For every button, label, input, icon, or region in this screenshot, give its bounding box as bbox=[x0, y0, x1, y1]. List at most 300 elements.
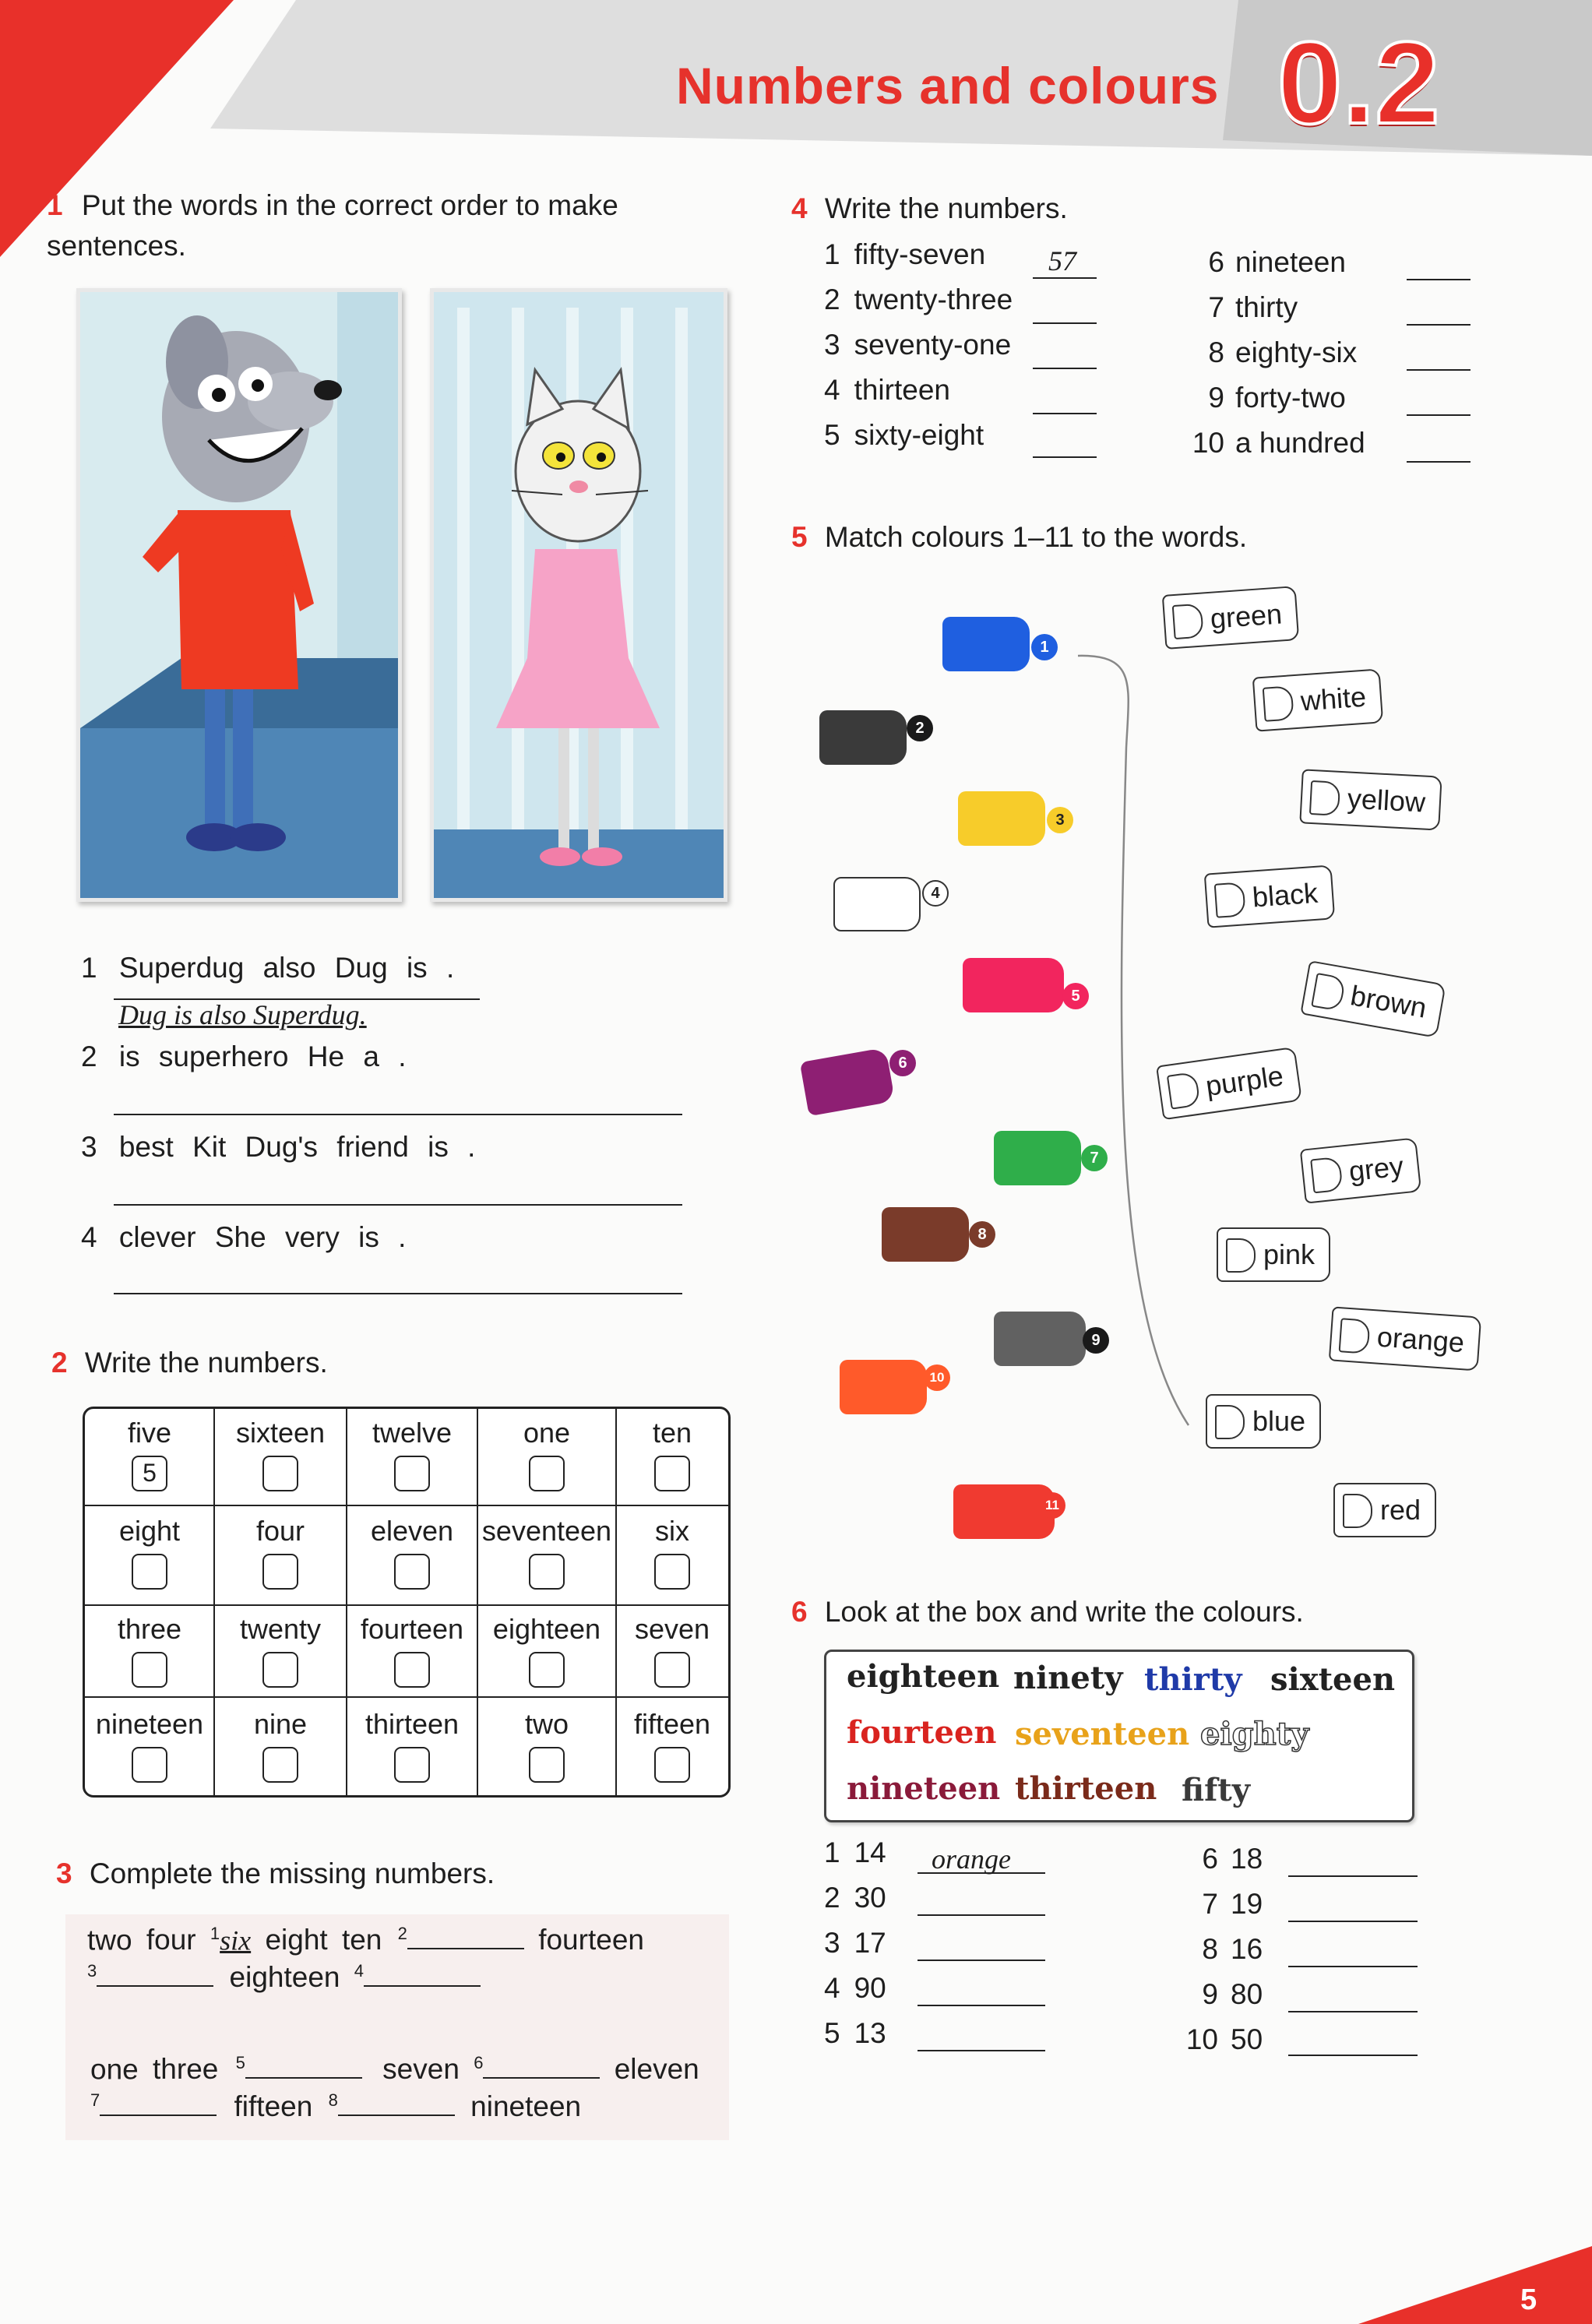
box-word: eighteen bbox=[847, 1658, 1000, 1695]
word-label: yellow bbox=[1346, 782, 1427, 819]
cat-illustration bbox=[430, 288, 727, 902]
ex4-answer-line[interactable] bbox=[1407, 369, 1470, 371]
ex1-answer-line-3[interactable] bbox=[114, 1204, 682, 1206]
word: Kit bbox=[192, 1131, 227, 1163]
grid-cell bbox=[616, 1708, 728, 1790]
item-number: 9 bbox=[1208, 382, 1224, 414]
number-word: fifteen bbox=[234, 2090, 313, 2123]
item-number: 10 bbox=[1192, 427, 1224, 459]
answer-box[interactable] bbox=[654, 1652, 690, 1688]
tab-hook-icon bbox=[1226, 1238, 1256, 1273]
ex4-right-item bbox=[1195, 336, 1357, 369]
item-value: 16 bbox=[1231, 1933, 1263, 1965]
ex4-instruction: Write the numbers. bbox=[824, 192, 1068, 224]
ex6-left-item bbox=[824, 1882, 886, 1914]
item-word: fifty-seven bbox=[854, 238, 986, 270]
ex1-answer-line-2[interactable] bbox=[114, 1114, 682, 1115]
tab-hook-icon bbox=[1263, 685, 1294, 722]
cell-word: nine bbox=[253, 1708, 308, 1740]
item-number: 10 bbox=[1185, 2023, 1218, 2055]
colour-word-blue[interactable] bbox=[1206, 1394, 1321, 1449]
swatch-number: 4 bbox=[922, 880, 949, 907]
ex6-left-item bbox=[824, 1972, 886, 2005]
word-label: brown bbox=[1347, 979, 1429, 1024]
gap-number: 3 bbox=[87, 1961, 97, 1981]
ex3-number: 3 bbox=[56, 1857, 72, 1889]
ex4-left-item bbox=[824, 374, 950, 407]
word: Dug bbox=[334, 952, 388, 984]
ex5-heading bbox=[791, 517, 1247, 558]
gap-number: 4 bbox=[354, 1961, 365, 1981]
item-word: sixty-eight bbox=[854, 419, 984, 451]
grid-cell bbox=[214, 1515, 347, 1597]
swatch-number: 11 bbox=[1039, 1492, 1065, 1519]
word: a bbox=[363, 1041, 379, 1072]
box-word: thirteen bbox=[1015, 1770, 1157, 1807]
word: is bbox=[358, 1221, 379, 1253]
grid-cell bbox=[347, 1613, 477, 1695]
swatch-number: 10 bbox=[924, 1364, 950, 1391]
gap-number: 6 bbox=[474, 2053, 484, 2072]
colour-word-brown[interactable] bbox=[1300, 960, 1446, 1038]
tab-hook-icon bbox=[1309, 780, 1340, 816]
word-label: orange bbox=[1375, 1320, 1466, 1359]
ex6-answer-line[interactable] bbox=[1288, 2055, 1418, 2056]
ex6-number: 6 bbox=[791, 1596, 808, 1628]
number-word: fourteen bbox=[538, 1924, 644, 1956]
page-title: Numbers and colours bbox=[676, 57, 1220, 114]
gap-line[interactable] bbox=[338, 2114, 455, 2116]
swatch-number: 8 bbox=[969, 1221, 995, 1248]
item-number: 2 bbox=[824, 1882, 840, 1914]
ex6-right-item bbox=[1179, 1933, 1263, 1966]
grid-cell bbox=[85, 1417, 214, 1491]
item-value: 14 bbox=[854, 1836, 886, 1868]
ex4-left-item bbox=[824, 238, 985, 271]
ex6-heading bbox=[791, 1592, 1304, 1632]
ex3-instruction: Complete the missing numbers. bbox=[89, 1857, 495, 1889]
ex6-answer-1: orange bbox=[932, 1843, 1011, 1875]
grid-cell bbox=[347, 1417, 477, 1498]
swatch-number: 6 bbox=[889, 1050, 916, 1076]
answer-box[interactable] bbox=[132, 1652, 167, 1688]
tab-hook-icon bbox=[1172, 604, 1204, 640]
answer-box[interactable] bbox=[262, 1652, 298, 1688]
item-value: 17 bbox=[854, 1927, 886, 1959]
cell-word: four bbox=[255, 1515, 305, 1547]
number-word: seven bbox=[382, 2053, 460, 2086]
grid-cell bbox=[477, 1417, 616, 1498]
word-label: black bbox=[1251, 876, 1319, 914]
cell-word: eighteen bbox=[492, 1613, 601, 1645]
ex4-answer-line[interactable] bbox=[1407, 414, 1470, 416]
cell-word: five bbox=[127, 1417, 172, 1449]
footer-red-corner bbox=[1358, 2246, 1592, 2324]
answer-box[interactable] bbox=[654, 1554, 690, 1590]
number-word: nineteen bbox=[470, 2090, 582, 2123]
word-label: white bbox=[1299, 680, 1368, 717]
colour-swatch-2[interactable] bbox=[819, 710, 907, 765]
grid-cell bbox=[347, 1515, 477, 1597]
ex3-answer-1: six bbox=[220, 1924, 252, 1956]
grid-cell bbox=[616, 1613, 728, 1695]
colour-word-pink[interactable] bbox=[1217, 1227, 1330, 1282]
item-word: forty-two bbox=[1235, 382, 1346, 414]
cell-word: thirteen bbox=[365, 1708, 460, 1740]
ex6-right-item bbox=[1162, 2023, 1263, 2056]
ex2-number-grid bbox=[83, 1407, 731, 1798]
ex5-instruction: Match colours 1–11 to the words. bbox=[824, 521, 1248, 553]
word: . bbox=[398, 1221, 407, 1253]
grid-cell bbox=[214, 1417, 347, 1498]
number-word: four bbox=[146, 1924, 196, 1956]
gap-number: 1 bbox=[210, 1924, 220, 1943]
cell-word: seven bbox=[634, 1613, 710, 1645]
colour-word-black[interactable] bbox=[1204, 864, 1336, 928]
grid-cell bbox=[477, 1515, 616, 1597]
cell-word: one bbox=[523, 1417, 571, 1449]
ex6-answer-line[interactable] bbox=[1288, 2011, 1418, 2012]
cell-word: twenty bbox=[239, 1613, 322, 1645]
ex6-answer-line[interactable] bbox=[1288, 1921, 1418, 1922]
ex6-left-item bbox=[824, 1927, 886, 1960]
ex4-answer-line[interactable] bbox=[1033, 368, 1097, 369]
grid-cell bbox=[347, 1708, 477, 1790]
colour-word-yellow[interactable] bbox=[1299, 769, 1442, 830]
ex6-right-item bbox=[1179, 1978, 1263, 2011]
box-word: thirty bbox=[1144, 1661, 1242, 1698]
colour-swatch-9[interactable] bbox=[994, 1312, 1086, 1366]
ex1-item-2 bbox=[81, 1041, 407, 1073]
ex4-answer-line[interactable] bbox=[1033, 322, 1097, 324]
colour-word-red[interactable] bbox=[1333, 1483, 1436, 1537]
cell-word: ten bbox=[652, 1417, 692, 1449]
cell-word: fifteen bbox=[633, 1708, 711, 1740]
grid-cell bbox=[85, 1708, 214, 1790]
answer-box[interactable] bbox=[132, 1554, 167, 1590]
ex4-number: 4 bbox=[791, 192, 808, 224]
gap-line[interactable] bbox=[100, 2114, 217, 2116]
ex4-answer-line[interactable] bbox=[1033, 413, 1097, 414]
gap-number: 8 bbox=[328, 2090, 338, 2110]
ex4-left-item bbox=[824, 283, 1013, 316]
item-number: 6 bbox=[1202, 1843, 1218, 1875]
ex1-instruction: Put the words in the correct order to make sentences. bbox=[47, 189, 618, 262]
ex2-number: 2 bbox=[51, 1347, 68, 1379]
item-number: 1 bbox=[81, 952, 97, 984]
colour-swatch-11[interactable] bbox=[953, 1484, 1055, 1539]
ex4-answer-line[interactable] bbox=[1407, 279, 1470, 280]
box-word: fourteen bbox=[847, 1714, 997, 1751]
gap-number: 2 bbox=[397, 1924, 407, 1943]
colour-word-grey[interactable] bbox=[1300, 1137, 1422, 1203]
word: She bbox=[214, 1221, 266, 1253]
grid-cell bbox=[85, 1613, 214, 1695]
swatch-number: 2 bbox=[907, 715, 933, 741]
ex1-number: 1 bbox=[47, 189, 63, 221]
item-number: 1 bbox=[824, 238, 840, 270]
word: superhero bbox=[158, 1041, 289, 1072]
box-word: nineteen bbox=[847, 1770, 1001, 1807]
answer-box[interactable] bbox=[529, 1554, 565, 1590]
ex1-answer-line-4[interactable] bbox=[114, 1293, 682, 1294]
page-number: 5 bbox=[1520, 2284, 1537, 2316]
ex6-answer-line[interactable] bbox=[1288, 1875, 1418, 1877]
ex4-answer-line[interactable] bbox=[1407, 324, 1470, 326]
grid-cell bbox=[85, 1515, 214, 1597]
item-number: 1 bbox=[824, 1836, 840, 1868]
word-label: green bbox=[1209, 597, 1284, 635]
item-word: twenty-three bbox=[854, 283, 1013, 315]
ex1-heading bbox=[47, 185, 732, 266]
swatch-number: 1 bbox=[1031, 634, 1058, 660]
ex4-left-item bbox=[824, 419, 984, 452]
box-word: eighty bbox=[1200, 1716, 1309, 1752]
item-value: 30 bbox=[854, 1882, 886, 1914]
gap-line[interactable] bbox=[364, 1985, 481, 1987]
grid-cell bbox=[214, 1708, 347, 1790]
tab-hook-icon bbox=[1311, 973, 1346, 1012]
word: . bbox=[467, 1131, 476, 1163]
word: is bbox=[428, 1131, 449, 1163]
item-number: 2 bbox=[81, 1041, 97, 1072]
word: Dug's bbox=[245, 1131, 318, 1163]
word: is bbox=[118, 1041, 140, 1072]
word: also bbox=[262, 952, 316, 984]
ex3-row-2 bbox=[87, 1961, 481, 1994]
gap-number: 5 bbox=[235, 2053, 245, 2072]
item-number: 4 bbox=[824, 1972, 840, 2004]
colour-word-orange[interactable] bbox=[1329, 1306, 1482, 1371]
tab-hook-icon bbox=[1343, 1494, 1372, 1528]
cell-word: nineteen bbox=[95, 1708, 204, 1740]
item-number: 4 bbox=[824, 374, 840, 406]
item-value: 80 bbox=[1231, 1978, 1263, 2010]
cell-word: twelve bbox=[372, 1417, 453, 1449]
ex6-answer-line[interactable] bbox=[918, 2005, 1045, 2006]
number-word: one bbox=[90, 2053, 139, 2086]
swatch-number: 3 bbox=[1047, 807, 1073, 833]
colour-swatch-5[interactable] bbox=[963, 958, 1064, 1012]
answer-box[interactable] bbox=[394, 1456, 430, 1491]
item-number: 7 bbox=[1202, 1888, 1218, 1920]
tab-hook-icon bbox=[1215, 1405, 1245, 1439]
ex4-right-item bbox=[1176, 427, 1365, 460]
ex6-left-item bbox=[824, 1836, 886, 1869]
ex1-item-4 bbox=[81, 1221, 406, 1254]
answer-box[interactable] bbox=[654, 1456, 690, 1491]
ex4-answer-line[interactable] bbox=[1033, 456, 1097, 458]
colour-swatch-10[interactable] bbox=[840, 1360, 927, 1414]
word: is bbox=[406, 952, 428, 984]
swatch-number: 7 bbox=[1081, 1145, 1108, 1171]
answer-box[interactable] bbox=[654, 1747, 690, 1783]
gap-number: 7 bbox=[90, 2090, 100, 2110]
ex5-number: 5 bbox=[791, 521, 808, 553]
answer-box[interactable] bbox=[262, 1456, 298, 1491]
item-number: 7 bbox=[1208, 291, 1224, 323]
word: . bbox=[398, 1041, 407, 1072]
ex4-right-item bbox=[1195, 382, 1346, 414]
answer-box[interactable] bbox=[132, 1456, 167, 1491]
item-number: 2 bbox=[824, 283, 840, 315]
ex4-left-item bbox=[824, 329, 1011, 361]
word: best bbox=[118, 1131, 174, 1163]
grid-cell bbox=[616, 1515, 728, 1597]
tab-hook-icon bbox=[1339, 1318, 1371, 1354]
colour-swatch-3[interactable] bbox=[958, 791, 1045, 846]
item-number: 5 bbox=[824, 2017, 840, 2049]
gap-line[interactable] bbox=[407, 1948, 524, 1949]
swatch-number: 9 bbox=[1083, 1327, 1109, 1354]
gap-line[interactable] bbox=[483, 2077, 600, 2079]
colour-word-white[interactable] bbox=[1252, 668, 1384, 731]
ex4-heading bbox=[791, 188, 1068, 229]
word-label: grey bbox=[1347, 1150, 1405, 1188]
word: clever bbox=[118, 1221, 196, 1253]
number-word: eighteen bbox=[229, 1961, 340, 1994]
answer-box[interactable] bbox=[262, 1747, 298, 1783]
word: . bbox=[446, 952, 455, 984]
word-label: red bbox=[1380, 1494, 1421, 1526]
ex6-instruction: Look at the box and write the colours. bbox=[824, 1596, 1304, 1628]
item-word: thirteen bbox=[854, 374, 950, 406]
item-value: 18 bbox=[1231, 1843, 1263, 1875]
item-word: thirty bbox=[1235, 291, 1298, 323]
answer-box[interactable] bbox=[394, 1747, 430, 1783]
item-word: eighty-six bbox=[1235, 336, 1358, 368]
colour-word-green[interactable] bbox=[1162, 586, 1300, 650]
kit-image bbox=[434, 292, 724, 898]
word: friend bbox=[336, 1131, 409, 1163]
cell-word: fourteen bbox=[360, 1613, 464, 1645]
item-value: 50 bbox=[1231, 2023, 1263, 2055]
colour-swatch-8[interactable] bbox=[882, 1207, 969, 1262]
cell-word: seventeen bbox=[481, 1515, 612, 1547]
cell-word: six bbox=[655, 1515, 689, 1547]
answer-box[interactable] bbox=[529, 1652, 565, 1688]
word: He bbox=[307, 1041, 345, 1072]
superdug-image bbox=[80, 292, 398, 898]
item-number: 3 bbox=[81, 1131, 97, 1163]
item-number: 6 bbox=[1208, 246, 1224, 278]
ex2-instruction: Write the numbers. bbox=[84, 1347, 328, 1379]
colour-swatch-7[interactable] bbox=[994, 1131, 1081, 1185]
answer-box[interactable] bbox=[394, 1554, 430, 1590]
number-word: three bbox=[153, 2053, 219, 2086]
tab-hook-icon bbox=[1310, 1157, 1343, 1194]
item-number: 3 bbox=[824, 329, 840, 361]
ex6-right-item bbox=[1179, 1888, 1263, 1921]
example-value: 5 bbox=[143, 1459, 157, 1487]
ex6-answer-line[interactable] bbox=[1288, 1966, 1418, 1967]
word-label: blue bbox=[1252, 1405, 1306, 1437]
item-number: 9 bbox=[1202, 1978, 1218, 2010]
cell-word: eight bbox=[118, 1515, 181, 1547]
colour-swatch-1[interactable] bbox=[942, 617, 1030, 671]
ex3-row-4 bbox=[90, 2090, 581, 2123]
grid-cell bbox=[477, 1708, 616, 1790]
dog-illustration bbox=[76, 288, 402, 902]
word-label: purple bbox=[1203, 1059, 1286, 1102]
grid-cell bbox=[477, 1613, 616, 1695]
ex6-answer-line[interactable] bbox=[918, 2050, 1045, 2051]
answer-box[interactable] bbox=[529, 1456, 565, 1491]
ex3-heading bbox=[56, 1854, 495, 1894]
box-word: ninety bbox=[1013, 1660, 1123, 1696]
answer-box[interactable] bbox=[529, 1747, 565, 1783]
ex4-right-item bbox=[1195, 246, 1346, 279]
item-value: 90 bbox=[854, 1972, 886, 2004]
box-word: fifty bbox=[1182, 1772, 1251, 1808]
word: Superdug bbox=[118, 952, 245, 984]
ex6-answer-line[interactable] bbox=[918, 1914, 1045, 1916]
ex6-word-box bbox=[824, 1650, 1414, 1822]
box-word: seventeen bbox=[1015, 1716, 1190, 1752]
item-value: 13 bbox=[854, 2017, 886, 2049]
ex3-row-3 bbox=[90, 2053, 699, 2086]
cell-word: two bbox=[524, 1708, 569, 1740]
item-value: 19 bbox=[1231, 1888, 1263, 1920]
ex4-answer-line[interactable] bbox=[1033, 277, 1097, 279]
word: very bbox=[284, 1221, 340, 1253]
gap-line[interactable] bbox=[97, 1985, 213, 1987]
number-word: eleven bbox=[614, 2053, 699, 2086]
ex6-answer-line[interactable] bbox=[918, 1960, 1045, 1961]
tab-hook-icon bbox=[1214, 882, 1246, 918]
ex6-left-item bbox=[824, 2017, 886, 2050]
cell-word: three bbox=[117, 1613, 182, 1645]
answer-box[interactable] bbox=[394, 1652, 430, 1688]
grid-cell bbox=[616, 1417, 728, 1498]
swatch-number: 5 bbox=[1062, 983, 1089, 1009]
item-word: seventy-one bbox=[854, 329, 1012, 361]
answer-box[interactable] bbox=[262, 1554, 298, 1590]
item-number: 3 bbox=[824, 1927, 840, 1959]
ex6-right-item bbox=[1179, 1843, 1263, 1875]
ex4-answer-1: 57 bbox=[1048, 245, 1076, 276]
gap-line[interactable] bbox=[245, 2077, 362, 2079]
number-word: eight bbox=[265, 1924, 328, 1956]
ex1-answer-1: Dug is also Superdug. bbox=[118, 999, 367, 1030]
number-word: two bbox=[87, 1924, 132, 1956]
unit-number: 0.2 bbox=[1277, 17, 1440, 148]
colour-swatch-6[interactable] bbox=[800, 1048, 895, 1116]
number-word: ten bbox=[341, 1924, 382, 1956]
item-number: 8 bbox=[1208, 336, 1224, 368]
box-word: sixteen bbox=[1270, 1661, 1396, 1698]
word-label: pink bbox=[1263, 1238, 1316, 1270]
tab-hook-icon bbox=[1167, 1072, 1201, 1110]
item-number: 4 bbox=[81, 1221, 97, 1253]
ex1-item-3 bbox=[81, 1131, 475, 1164]
grid-cell bbox=[214, 1613, 347, 1695]
item-number: 8 bbox=[1202, 1933, 1218, 1965]
colour-swatch-4[interactable] bbox=[833, 877, 921, 931]
cell-word: sixteen bbox=[235, 1417, 326, 1449]
ex2-heading bbox=[51, 1343, 328, 1383]
ex4-right-item bbox=[1195, 291, 1298, 324]
ex4-answer-line[interactable] bbox=[1407, 461, 1470, 463]
cell-word: eleven bbox=[370, 1515, 454, 1547]
ex3-row-1 bbox=[87, 1924, 644, 1956]
example-match-line bbox=[1075, 639, 1192, 1433]
ex1-item-1 bbox=[81, 952, 454, 984]
item-number: 5 bbox=[824, 419, 840, 451]
item-word: nineteen bbox=[1235, 246, 1346, 278]
answer-box[interactable] bbox=[132, 1747, 167, 1783]
item-word: a hundred bbox=[1235, 427, 1365, 459]
